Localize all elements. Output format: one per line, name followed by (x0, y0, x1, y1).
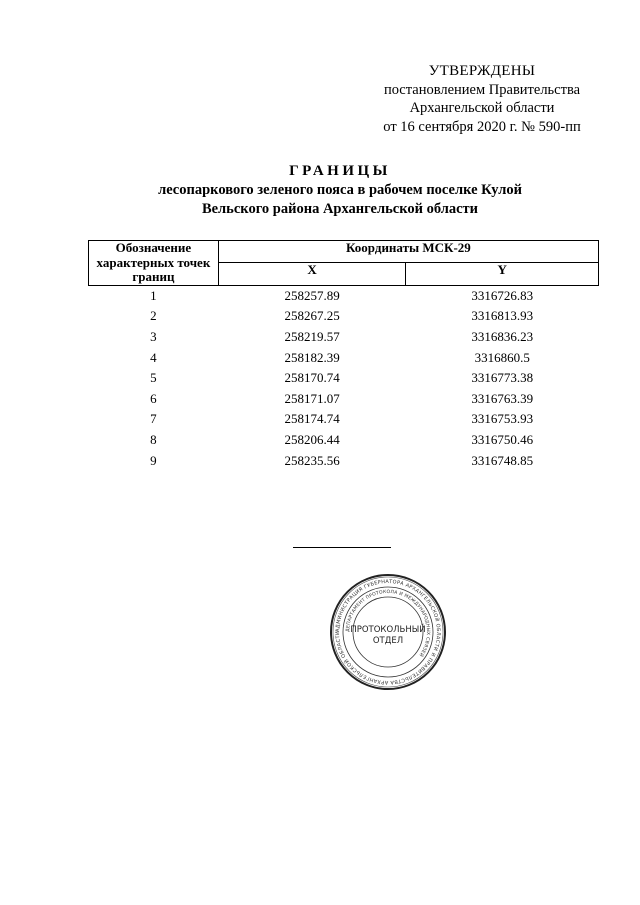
table-row (89, 306, 599, 327)
coordinates-table (88, 240, 599, 471)
y-coordinate-cell: 3316750.46 (471, 431, 534, 447)
x-coordinate-cell: 258170.74 (284, 370, 340, 386)
table-row (89, 327, 599, 348)
heading-line-2: Вельского района Архангельской области (201, 201, 479, 217)
stamp-line-1: ПРОТОКОЛЬНЫЙ (350, 625, 426, 635)
table-row (89, 285, 599, 306)
table-row (89, 368, 599, 389)
table-row (89, 409, 599, 430)
approval-title: УТВЕРЖДЕНЫ (428, 63, 536, 79)
point-number-cell: 7 (150, 411, 157, 427)
x-coordinate-cell: 258182.39 (284, 349, 340, 365)
point-number-cell: 6 (150, 390, 157, 406)
heading-title: ГРАНИЦЫ (289, 163, 391, 179)
stamp-line-2: ОТДЕЛ (372, 636, 404, 646)
y-coordinate-cell: 3316773.38 (471, 370, 534, 386)
x-coordinate-cell: 258235.56 (284, 452, 340, 468)
point-number-cell: 9 (150, 452, 157, 468)
x-coordinate-cell: 258174.74 (284, 411, 340, 427)
point-number-cell: 5 (150, 370, 157, 386)
document-heading (60, 162, 620, 219)
separator-line (293, 547, 391, 548)
official-stamp (328, 572, 448, 692)
heading-line-1: лесопаркового зеленого пояса в рабочем поселке Кулой (158, 182, 522, 198)
point-number-cell: 2 (150, 308, 157, 324)
y-coordinate-cell: 3316753.93 (471, 411, 534, 427)
point-number-cell: 8 (150, 431, 157, 447)
y-coordinate-cell: 3316726.83 (471, 287, 534, 303)
header-point-designation: Обозначение характерных точек границ (89, 241, 219, 286)
y-coordinate-cell: 3316836.23 (471, 328, 534, 344)
y-coordinate-cell: 3316748.85 (471, 452, 534, 468)
approval-line-2: Архангельской области (409, 100, 555, 116)
x-coordinate-cell: 258171.07 (284, 390, 340, 406)
x-coordinate-cell: 258257.89 (284, 287, 340, 303)
svg-text:ДЕПАРТАМЕНТ ПРОТОКОЛА И МЕЖДУН: ДЕПАРТАМЕНТ ПРОТОКОЛА И МЕЖДУНАРОДНЫХ СВЯЗЕЙ (345, 589, 431, 658)
point-number-cell: 3 (150, 328, 157, 344)
point-number-cell: 4 (150, 349, 157, 365)
table-row (89, 388, 599, 409)
header-y: Y (406, 263, 599, 285)
header-coordinates: Координаты МСК-29 (218, 241, 598, 263)
approval-block (360, 62, 604, 136)
approval-line-3: от 16 сентября 2020 г. № 590-пп (383, 118, 581, 135)
y-coordinate-cell: 3316813.93 (471, 308, 534, 324)
table-body (89, 285, 599, 471)
y-coordinate-cell: 3316860.5 (474, 349, 530, 365)
table-row (89, 347, 599, 368)
x-coordinate-cell: 258219.57 (284, 328, 340, 344)
table-row (89, 430, 599, 451)
point-number-cell: 1 (150, 287, 157, 303)
header-x: X (218, 263, 406, 285)
x-coordinate-cell: 258267.25 (284, 308, 340, 324)
approval-line-1: постановлением Правительства (383, 81, 581, 98)
y-coordinate-cell: 3316763.39 (471, 390, 534, 406)
x-coordinate-cell: 258206.44 (284, 431, 340, 447)
table-row (89, 450, 599, 471)
svg-text:АДМИНИСТРАЦИЯ ГУБЕРНАТОРА АРХА: АДМИНИСТРАЦИЯ ГУБЕРНАТОРА АРХАНГЕЛЬСКОЙ ОБЛАСТИ И ПРАВИТЕЛЬСТВА АРХАНГЕЛЬСКОЙ ОБЛАСТИ (334, 578, 442, 686)
